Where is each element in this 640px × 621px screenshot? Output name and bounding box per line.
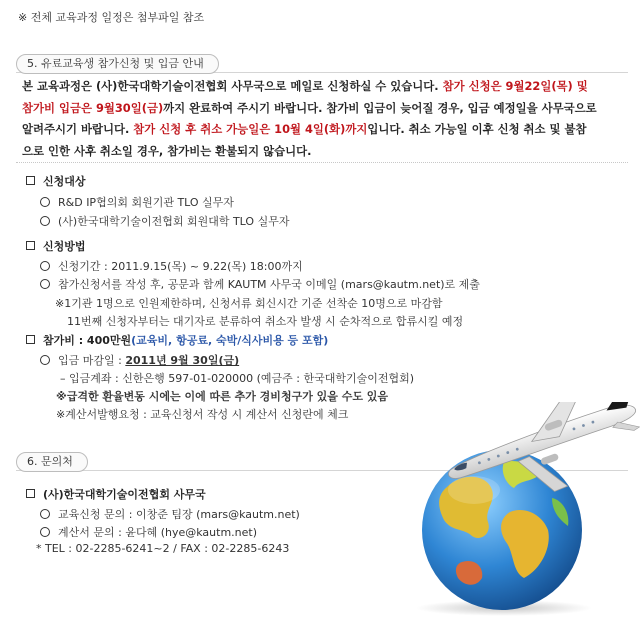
circle-bullet-icon	[40, 197, 50, 207]
circle-bullet-icon	[40, 527, 50, 537]
square-bullet-icon	[26, 241, 35, 250]
circle-bullet-icon	[40, 216, 50, 226]
method-period: 신청기간 : 2011.9.15(목) ~ 9.22(목) 18:00까지	[40, 258, 303, 274]
section-5-title: 5. 유료교육생 참가신청 및 입금 안내	[16, 54, 219, 74]
contact-course: 교육신청 문의 : 이창준 팀장 (mars@kautm.net)	[40, 506, 300, 522]
fee-heading: 참가비 : 400만원(교육비, 항공료, 숙박/식사비용 등 포함)	[26, 332, 328, 348]
fee-note: ※급격한 환율변동 시에는 이에 따른 추가 경비청구가 있을 수도 있음	[56, 390, 389, 403]
registration-paragraph: 본 교육과정은 (사)한국대학기술이전협회 사무국으로 메일로 신청하실 수 있습니다. 참가 신청은 9월22일(목) 및 참가비 입금은 9월30일(금)까지 완료하여 주시기 바랍니다. 참가비 입금이 늦어질 경우, 입금 예정일을 사무국으로 알려주시기 바랍니다. 참가 신청 후 취소 가능일은 10월 4일(화)까지입니다. 취소 가능일 이후 신청 취소 및 불참 으로 인한 사후 취소일 경우, 참가비는 환불되지 않습니다.	[22, 79, 597, 158]
method-note: ※1기관 1명으로 인원제한하며, 신청서류 회신시간 기준 선착순 10명으로 마감함	[55, 297, 443, 310]
square-bullet-icon	[26, 176, 35, 185]
contact-invoice: 계산서 문의 : 윤다혜 (hye@kautm.net)	[40, 524, 257, 540]
fee-account: – 입금계좌 : 신한은행 597-01-020000 (예금주 : 한국대학기술이전협회)	[60, 372, 415, 385]
method-heading: 신청방법	[26, 238, 86, 254]
fee-deadline: 입금 마감일 : 2011년 9월 30일(금)	[40, 352, 239, 368]
square-bullet-icon	[26, 335, 35, 344]
circle-bullet-icon	[40, 355, 50, 365]
circle-bullet-icon	[40, 261, 50, 271]
schedule-note: ※ 전체 교육과정 일정은 첨부파일 참조	[18, 11, 205, 24]
target-item: (사)한국대학기술이전협회 회원대학 TLO 실무자	[40, 213, 289, 229]
target-heading: 신청대상	[26, 173, 86, 189]
circle-bullet-icon	[40, 279, 50, 289]
globe-airplane-icon	[392, 402, 640, 618]
fee-note: ※계산서발행요청 : 교육신청서 작성 시 계산서 신청란에 체크	[56, 408, 349, 421]
dotted-divider	[16, 162, 628, 163]
square-bullet-icon	[26, 489, 35, 498]
globe-airplane-illustration	[392, 402, 640, 618]
contact-org: (사)한국대학기술이전협회 사무국	[26, 486, 206, 502]
circle-bullet-icon	[40, 509, 50, 519]
contact-phone: * TEL : 02-2285-6241~2 / FAX : 02-2285-6243	[36, 542, 290, 555]
method-submit: 참가신청서를 작성 후, 공문과 함께 KAUTM 사무국 이메일 (mars@kautm.net)로 제출	[40, 276, 480, 292]
method-note: 11번째 신청자부터는 대기자로 분류하여 취소자 발생 시 순차적으로 합류시킬 예정	[67, 315, 464, 328]
section-6-title: 6. 문의처	[16, 452, 88, 472]
target-item: R&D IP협의회 회원기관 TLO 실무자	[40, 194, 234, 210]
